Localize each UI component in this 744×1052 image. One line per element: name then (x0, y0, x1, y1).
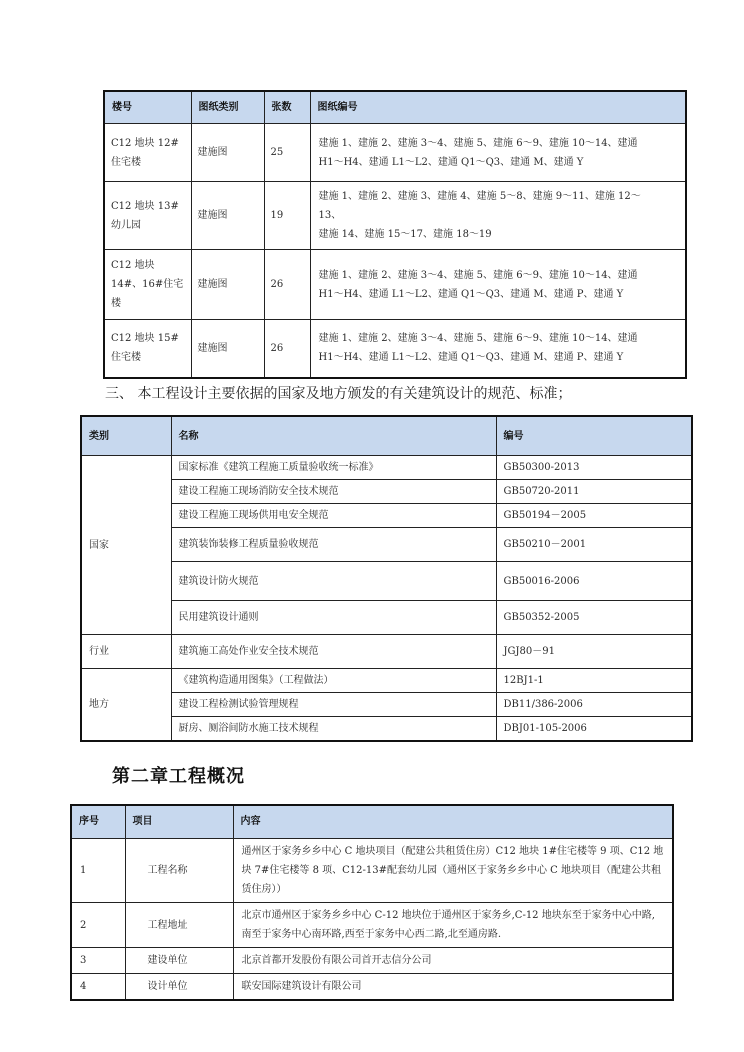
name-cell: 国家标准《建筑工程施工质量验收统一标准》 (171, 456, 496, 480)
category-cell: 地方 (81, 669, 171, 742)
numbers-line: 建施 14、建施 15～17、建施 18～19 (318, 229, 492, 240)
building-cell: C12 地块 14#、16#住宅楼 (104, 250, 191, 320)
building-cell: C12 地块 12#住宅楼 (104, 124, 191, 182)
header-code: 编号 (496, 416, 692, 456)
numbers-line: 建施 1、建施 2、建施 3～4、建施 5、建施 6～9、建施 10～14、建通 (318, 269, 638, 281)
item-cell: 工程地址 (125, 903, 233, 948)
header-category: 类别 (81, 416, 171, 456)
numbers-cell (310, 250, 686, 320)
numbers-line: 建施 1、建施 2、建施 3～4、建施 5、建施 6～9、建施 10～14、建通 (318, 137, 638, 149)
name-cell: 建筑设计防火规范 (171, 562, 496, 601)
numbers-cell (310, 124, 686, 182)
category-cell: 建施图 (191, 250, 264, 320)
table-row (81, 635, 692, 669)
table-row (71, 903, 673, 948)
no-cell: 3 (71, 948, 125, 974)
category-cell: 行业 (81, 635, 171, 669)
header-numbers: 图纸编号 (310, 91, 686, 124)
name-cell: 民用建筑设计通则 (171, 601, 496, 635)
category-cell: 建施图 (191, 182, 264, 250)
item-cell: 工程名称 (125, 839, 233, 903)
drawing-list-table (103, 90, 687, 379)
name-cell: 建筑装饰装修工程质量验收规范 (171, 528, 496, 562)
table-row (104, 124, 686, 182)
header-no: 序号 (71, 805, 125, 839)
chapter-title: 第二章工程概况 (112, 766, 245, 788)
content-cell: 北京首都开发股份有限公司首开志信分公司 (233, 948, 673, 974)
table-header-row (71, 805, 673, 839)
no-cell: 1 (71, 839, 125, 903)
no-cell: 4 (71, 974, 125, 1001)
item-cell: 建设单位 (125, 948, 233, 974)
code-cell: GB50352-2005 (496, 601, 692, 635)
table-row (71, 948, 673, 974)
table-row (81, 504, 692, 528)
numbers-line: H1～H4、建通 L1～L2、建通 Q1～Q3、建通 M、建通 Y (318, 156, 584, 168)
name-cell: 厨房、厕浴间防水施工技术规程 (171, 717, 496, 742)
table-row (81, 480, 692, 504)
header-name: 名称 (171, 416, 496, 456)
category-cell: 建施图 (191, 124, 264, 182)
table-row (104, 250, 686, 320)
building-cell: C12 地块 13#幼儿园 (104, 182, 191, 250)
numbers-line: 建施 1、建施 2、建施 3～4、建施 5、建施 6～9、建施 10～14、建通 (318, 333, 638, 345)
table-row (104, 320, 686, 378)
code-cell: JGJ80－91 (496, 635, 692, 669)
table-row (81, 562, 692, 601)
content-cell: 联安国际建筑设计有限公司 (233, 974, 673, 1001)
numbers-cell (310, 182, 686, 250)
table-row (81, 601, 692, 635)
code-cell: GB50016-2006 (496, 562, 692, 601)
code-cell: GB50194－2005 (496, 504, 692, 528)
code-cell: GB50300-2013 (496, 456, 692, 480)
standards-table (80, 415, 693, 743)
code-cell: 12BJ1-1 (496, 669, 692, 693)
code-cell: GB50210－2001 (496, 528, 692, 562)
numbers-line: H1～H4、建通 L1～L2、建通 Q1～Q3、建通 M、建通 P、建通 Y (318, 352, 624, 364)
count-cell: 19 (264, 182, 310, 250)
code-cell: GB50720-2011 (496, 480, 692, 504)
count-cell: 26 (264, 320, 310, 378)
numbers-cell (310, 320, 686, 378)
table-row (81, 528, 692, 562)
item-cell: 设计单位 (125, 974, 233, 1001)
name-cell: 建设工程施工现场消防安全技术规范 (171, 480, 496, 504)
header-category: 图纸类别 (191, 91, 264, 124)
table-row (81, 717, 692, 742)
name-cell: 建设工程施工现场供用电安全规范 (171, 504, 496, 528)
section-heading: 三、 本工程设计主要依据的国家及地方颁发的有关建筑设计的规范、标准； (105, 385, 572, 402)
table-row (71, 974, 673, 1001)
category-cell: 建施图 (191, 320, 264, 378)
table-row (71, 839, 673, 903)
building-cell: C12 地块 15#住宅楼 (104, 320, 191, 378)
numbers-line: H1～H4、建通 L1～L2、建通 Q1～Q3、建通 M、建通 P、建通 Y (318, 288, 624, 300)
header-item: 项目 (125, 805, 233, 839)
name-cell: 建设工程检测试验管理规程 (171, 693, 496, 717)
name-cell: 《建筑构造通用图集》（工程做法） (171, 669, 496, 693)
numbers-line: 建施 1、建施 2、建施 3、建施 4、建施 5～8、建施 9～11、建施 12～ (318, 191, 641, 202)
category-cell: 国家 (81, 456, 171, 635)
overview-table (70, 804, 674, 1002)
table-row (104, 182, 686, 250)
table-header-row (104, 91, 686, 124)
code-cell: DB11/386-2006 (496, 693, 692, 717)
no-cell: 2 (71, 903, 125, 948)
header-content: 内容 (233, 805, 673, 839)
header-count: 张数 (264, 91, 310, 124)
name-cell: 建筑施工高处作业安全技术规范 (171, 635, 496, 669)
table-row (81, 669, 692, 693)
numbers-line: 13、 (318, 210, 342, 221)
table-header-row (81, 416, 692, 456)
content-cell: 北京市通州区于家务乡乡中心 C-12 地块位于通州区于家务乡,C-12 地块东至于家务中心中路,南至于家务中心南环路,西至于家务中心西二路,北至通房路. (233, 903, 673, 948)
header-building: 楼号 (104, 91, 191, 124)
content-cell: 通州区于家务乡乡中心 C 地块项目（配建公共租赁住房）C12 地块 1#住宅楼等 9 项、C12 地块 7#住宅楼等 8 项、C12-13#配套幼儿园（通州区于家务乡乡中心 C 地块项目（配建公共租赁住房）） (233, 839, 673, 903)
count-cell: 26 (264, 250, 310, 320)
table-row (81, 693, 692, 717)
count-cell: 25 (264, 124, 310, 182)
code-cell: DBJ01-105-2006 (496, 717, 692, 742)
table-row (81, 456, 692, 480)
